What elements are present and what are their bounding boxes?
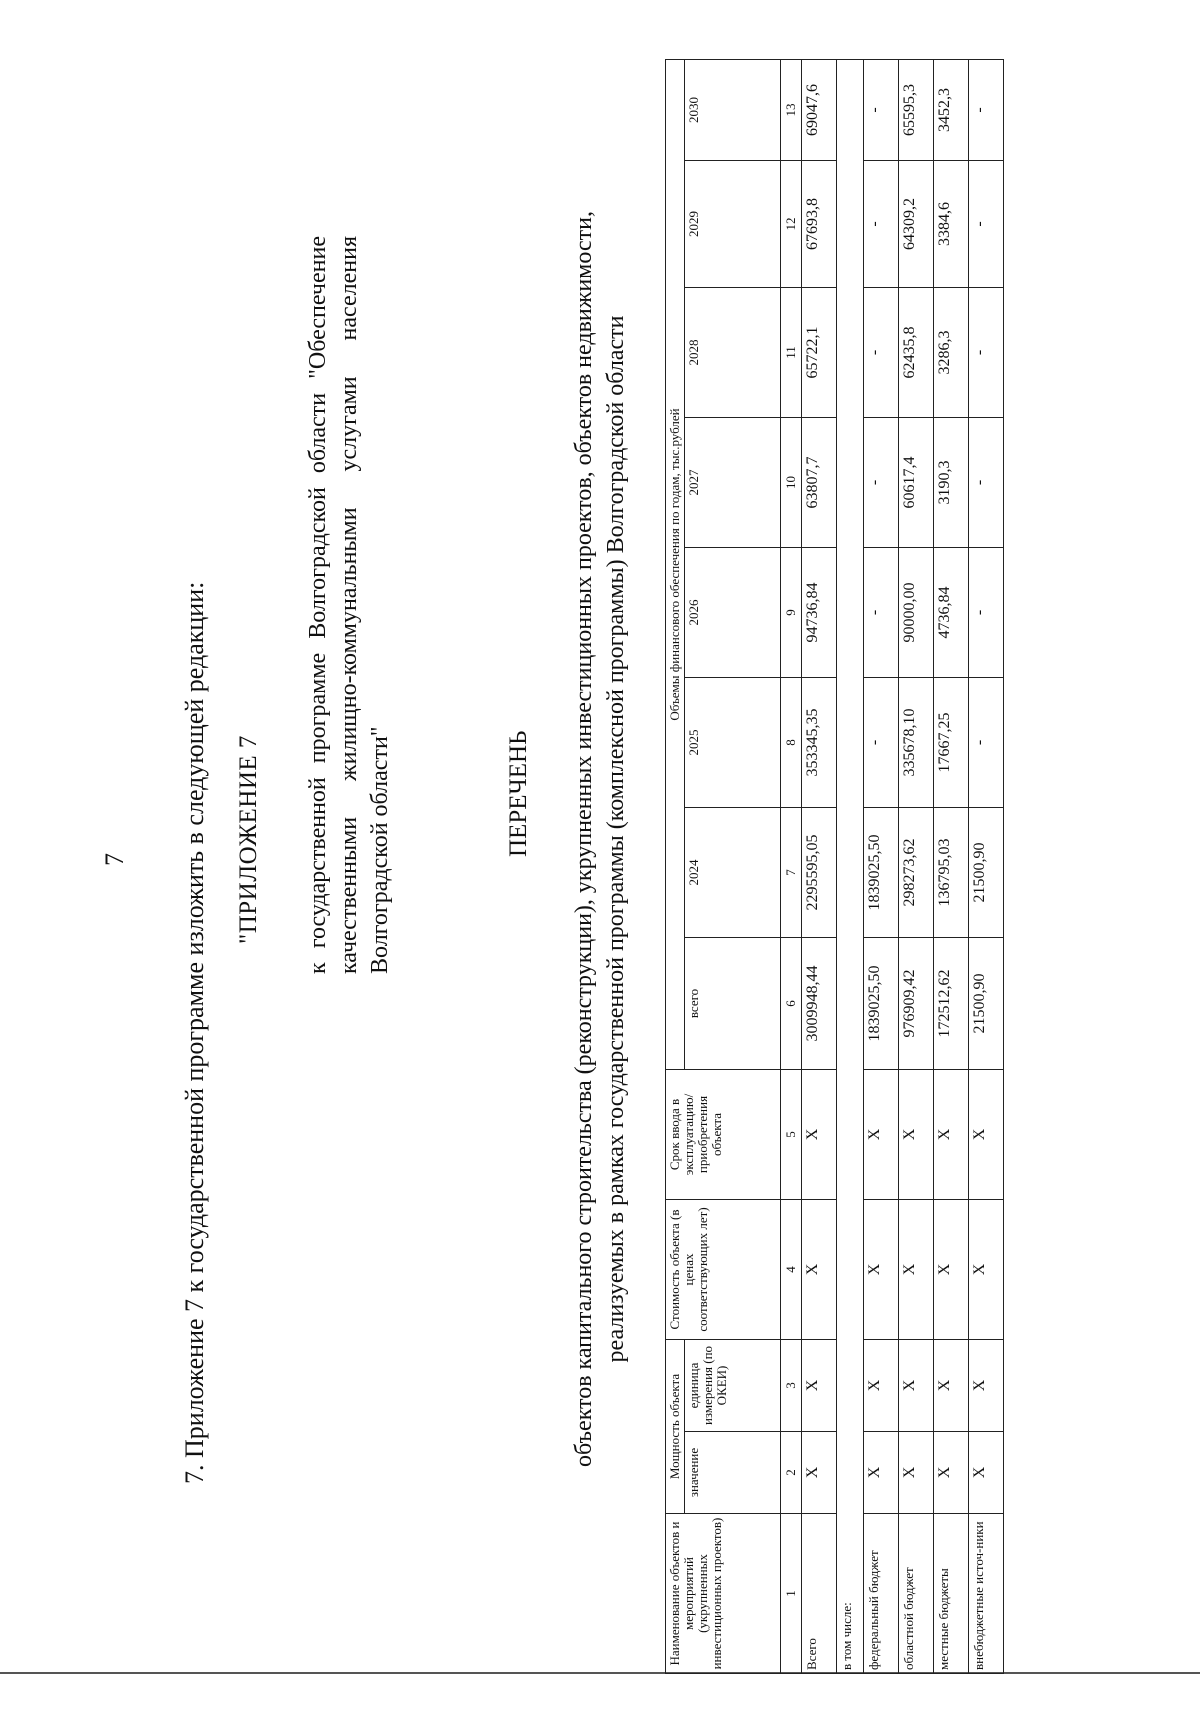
table-cell: - [864, 160, 899, 287]
header-cost: Стоимость объекта (в ценах соответствующих лет) [666, 1199, 781, 1339]
table-cell: Х [899, 1069, 934, 1199]
table-cell: - [969, 160, 1004, 287]
row-name: местные бюджеты [934, 1514, 969, 1674]
subtitle-line-2: реализуемых в рамках государственной программы (комплексной программы) Волгоградской области [603, 315, 629, 1363]
table-cell: - [864, 287, 899, 417]
page-edge-line [0, 1672, 1200, 1674]
header-year: 2030 [685, 59, 781, 160]
column-number: 6 [781, 937, 802, 1069]
table-cell: 976909,42 [899, 937, 934, 1069]
table-row-including [837, 59, 864, 1673]
column-number: 11 [781, 287, 802, 417]
table-cell: 298273,62 [899, 807, 934, 937]
table-cell: Х [802, 1339, 837, 1431]
table-cell: - [864, 547, 899, 677]
table-cell: 62435,8 [899, 287, 934, 417]
header-year: 2026 [685, 547, 781, 677]
table-cell: Х [864, 1069, 899, 1199]
table-cell: - [969, 547, 1004, 677]
column-number: 2 [781, 1432, 802, 1514]
table-cell: 353345,35 [802, 677, 837, 807]
header-term: Срок ввода в эксплуатацию/ приобретения объекта [666, 1069, 781, 1199]
header-capacity-unit: единица измерения (по ОКЕИ) [685, 1339, 781, 1431]
table-cell: Х [969, 1069, 1004, 1199]
table-cell: - [864, 59, 899, 160]
table-cell: 335678,10 [899, 677, 934, 807]
table-cell: Х [934, 1339, 969, 1431]
table-cell: - [864, 417, 899, 547]
header-capacity: Мощность объекта [666, 1339, 685, 1513]
column-number: 4 [781, 1199, 802, 1339]
header-total: всего [685, 937, 781, 1069]
table-cell: Х [802, 1199, 837, 1339]
header-year: 2028 [685, 287, 781, 417]
table-cell: Х [969, 1199, 1004, 1339]
table-cell: 3286,3 [934, 287, 969, 417]
column-number: 9 [781, 547, 802, 677]
table-cell: Х [802, 1069, 837, 1199]
including-label: в том числе: [837, 59, 864, 1673]
table-cell: Х [802, 1432, 837, 1514]
table-cell: 136795,03 [934, 807, 969, 937]
table-cell: - [969, 417, 1004, 547]
table-cell: 63807,7 [802, 417, 837, 547]
table-cell: - [969, 677, 1004, 807]
table-row-federal [864, 59, 899, 1673]
row-name: областной бюджет [899, 1514, 934, 1674]
intro-paragraph: 7. Приложение 7 к государственной программе изложить в следующей редакции: [180, 581, 209, 1484]
column-number: 1 [781, 1514, 802, 1674]
list-title: ПЕРЕЧЕНЬ [505, 730, 532, 857]
column-number: 12 [781, 160, 802, 287]
column-number: 10 [781, 417, 802, 547]
table-cell: Х [934, 1432, 969, 1514]
header-year: 2029 [685, 160, 781, 287]
table-cell: 17667,25 [934, 677, 969, 807]
table-cell: 2295595,05 [802, 807, 837, 937]
column-number: 3 [781, 1339, 802, 1431]
table-cell: 90000,00 [899, 547, 934, 677]
row-name: Всего [802, 1514, 837, 1674]
table-cell: 21500,90 [969, 937, 1004, 1069]
row-name: федеральный бюджет [864, 1514, 899, 1674]
table-cell: - [969, 59, 1004, 160]
table-cell: Х [864, 1432, 899, 1514]
table-cell: Х [899, 1339, 934, 1431]
table-cell: Х [864, 1199, 899, 1339]
appendix-text: к государственной программе Волгоградской области "Обеспечение качественными жилищно-коммунальными услугами населения Волгоградской области" [305, 236, 393, 974]
table-cell: 3452,3 [934, 59, 969, 160]
column-number: 5 [781, 1069, 802, 1199]
table-cell: 21500,90 [969, 807, 1004, 937]
table-cell: Х [934, 1069, 969, 1199]
table-cell: 60617,4 [899, 417, 934, 547]
column-number: 13 [781, 59, 802, 160]
table-cell: Х [864, 1339, 899, 1431]
table-row-total [802, 59, 837, 1673]
header-year: 2024 [685, 807, 781, 937]
table-cell: 67693,8 [802, 160, 837, 287]
row-name: внебюджетные источ-ники [969, 1514, 1004, 1674]
column-number: 8 [781, 677, 802, 807]
table-cell: 172512,62 [934, 937, 969, 1069]
subtitle-line-1: объектов капитального строительства (реконструкции), укрупненных инвестиционных проектов, объектов недвижимости, [571, 211, 597, 1467]
header-funding: Объемы финансового обеспечения по годам, тыс.рублей [666, 59, 685, 1069]
table-cell: 65722,1 [802, 287, 837, 417]
header-name: Наименование объектов и мероприятий (укрупненных инвестиционных проектов) [666, 1514, 781, 1674]
header-year: 2025 [685, 677, 781, 807]
table-cell: 1839025,50 [864, 807, 899, 937]
table-cell: 69047,6 [802, 59, 837, 160]
table-cell: 3009948,44 [802, 937, 837, 1069]
table-cell: 4736,84 [934, 547, 969, 677]
table-cell: Х [934, 1199, 969, 1339]
table-cell: 65595,3 [899, 59, 934, 160]
list-subtitle [568, 194, 632, 1484]
table-cell: 64309,2 [899, 160, 934, 287]
table-cell: Х [899, 1432, 934, 1514]
table-cell: 3384,6 [934, 160, 969, 287]
table-cell: 94736,84 [802, 547, 837, 677]
column-number-row [781, 59, 802, 1673]
table-row-local [934, 59, 969, 1673]
table-cell: Х [969, 1432, 1004, 1514]
table-cell: - [969, 287, 1004, 417]
table-row-extrabudget [969, 59, 1004, 1673]
table-cell: 3190,3 [934, 417, 969, 547]
header-year: 2027 [685, 417, 781, 547]
table-cell: 1839025,50 [864, 937, 899, 1069]
column-number: 7 [781, 807, 802, 937]
objects-table [665, 59, 1004, 1674]
table-cell: Х [899, 1199, 934, 1339]
table-cell: - [864, 677, 899, 807]
header-capacity-value: значение [685, 1432, 781, 1514]
table-row-regional [899, 59, 934, 1673]
table-cell: Х [969, 1339, 1004, 1431]
page-number: 7 [100, 853, 129, 866]
appendix-title: "ПРИЛОЖЕНИЕ 7 [235, 735, 262, 944]
